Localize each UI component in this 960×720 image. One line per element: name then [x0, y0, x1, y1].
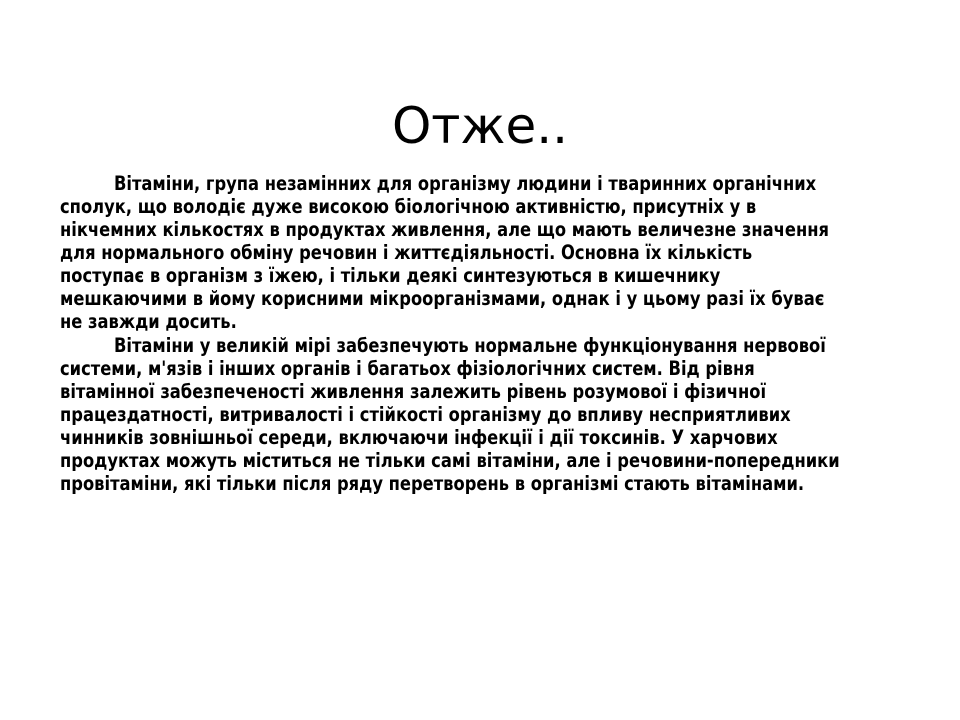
slide-body: [60, 172, 841, 496]
slide-title: Отже..: [391, 96, 569, 155]
paragraph-vitamins-function: Вітаміни у великій мірі забезпечують нормальне функціонування нервової системи, м'язів і інших органів і багатьох фізіологічних систем. Від рівня вітамінної забезпеченості живлення залежить рівень розумової і фізичної працездатності, витривалості і стійкості організму до впливу несприятливих чинників зовнішньої середи, включаючи інфекції і дії токсинів. У харчових продуктах можуть міститься не тільки самі вітаміни, але і речовини-попередники провітаміни, які тільки після ряду перетворень в організмі стають вітамінами.: [60, 334, 840, 495]
paragraph-vitamins-definition: Вітаміни, група незамінних для організму людини і тваринних органічних сполук, що володіє дуже високою біологічною активністю, присутніх у в нікчемних кількостях в продуктах живлення, але що мають величезне значення для нормального обміну речовин і життєдіяльності. Основна їх кількість поступає в організм з їжею, і тільки деякі синтезуються в кишечнику мешкаючими в йому корисними мікроорганізмами, однак і у цьому разі їх буває не завжди досить.: [60, 172, 829, 333]
